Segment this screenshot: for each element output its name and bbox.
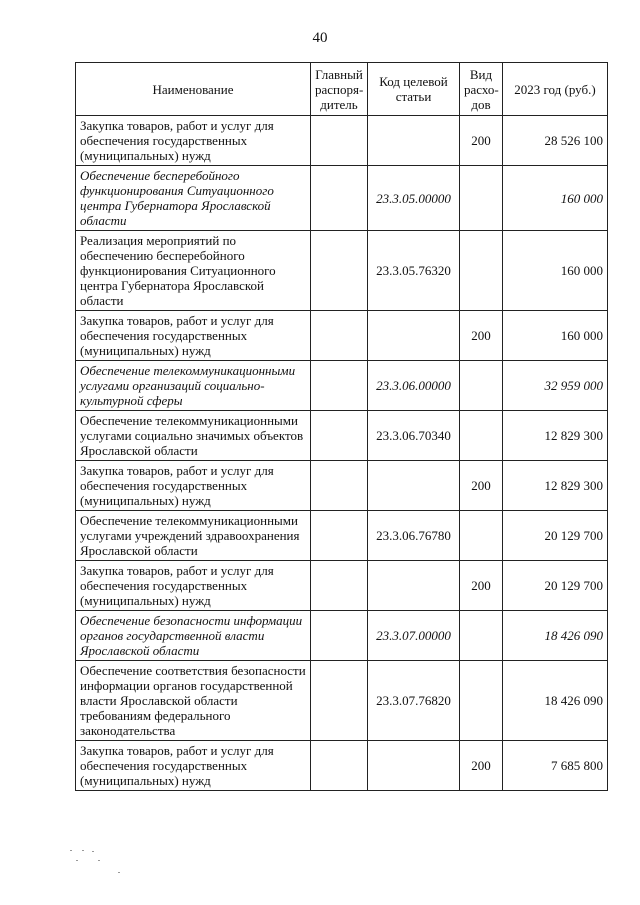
cell-code: 23.3.06.70340 [368, 411, 460, 461]
cell-name: Обеспечение соответствия безопасности информации органов государственной власти Ярославской области требованиям федерального законодательства [76, 661, 311, 741]
cell-name: Обеспечение телекоммуникационными услугами организаций социально-культурной сферы [76, 361, 311, 411]
cell-code: 23.3.07.00000 [368, 611, 460, 661]
cell-name: Обеспечение безопасности информации органов государственной власти Ярославской области [76, 611, 311, 661]
cell-amount: 7 685 800 [503, 741, 608, 791]
table-row [76, 511, 608, 561]
cell-vr: 200 [460, 461, 503, 511]
cell-grbs [311, 361, 368, 411]
cell-name: Закупка товаров, работ и услуг для обеспечения государственных (муниципальных) нужд [76, 561, 311, 611]
table-row [76, 311, 608, 361]
cell-grbs [311, 511, 368, 561]
cell-amount: 28 526 100 [503, 116, 608, 166]
cell-vr [460, 661, 503, 741]
cell-amount: 20 129 700 [503, 561, 608, 611]
header-code: Код целевой статьи [368, 63, 460, 116]
cell-name: Обеспечение бесперебойного функционирования Ситуационного центра Губернатора Ярославской области [76, 166, 311, 231]
cell-vr: 200 [460, 741, 503, 791]
cell-amount: 12 829 300 [503, 461, 608, 511]
cell-name: Закупка товаров, работ и услуг для обеспечения государственных (муниципальных) нужд [76, 311, 311, 361]
cell-grbs [311, 561, 368, 611]
cell-amount: 160 000 [503, 166, 608, 231]
cell-vr [460, 231, 503, 311]
budget-table [75, 62, 608, 791]
table-row [76, 561, 608, 611]
cell-name: Обеспечение телекоммуникационными услугами социально значимых объектов Ярославской области [76, 411, 311, 461]
cell-code: 23.3.05.00000 [368, 166, 460, 231]
cell-amount: 18 426 090 [503, 611, 608, 661]
cell-amount: 12 829 300 [503, 411, 608, 461]
table-row [76, 116, 608, 166]
cell-amount: 32 959 000 [503, 361, 608, 411]
cell-code: 23.3.06.76780 [368, 511, 460, 561]
cell-amount: 160 000 [503, 231, 608, 311]
cell-name: Закупка товаров, работ и услуг для обеспечения государственных (муниципальных) нужд [76, 116, 311, 166]
cell-code [368, 116, 460, 166]
cell-amount: 20 129 700 [503, 511, 608, 561]
cell-code [368, 741, 460, 791]
cell-code [368, 461, 460, 511]
cell-grbs [311, 741, 368, 791]
cell-grbs [311, 116, 368, 166]
header-amount: 2023 год (руб.) [503, 63, 608, 116]
scan-artifacts [68, 848, 128, 878]
cell-grbs [311, 311, 368, 361]
table-row [76, 411, 608, 461]
cell-code: 23.3.06.00000 [368, 361, 460, 411]
cell-vr [460, 361, 503, 411]
cell-name: Закупка товаров, работ и услуг для обеспечения государственных (муниципальных) нужд [76, 461, 311, 511]
table-row [76, 611, 608, 661]
page-number: 40 [312, 30, 328, 46]
table-row [76, 461, 608, 511]
cell-grbs [311, 231, 368, 311]
cell-name: Закупка товаров, работ и услуг для обеспечения государственных (муниципальных) нужд [76, 741, 311, 791]
cell-vr [460, 411, 503, 461]
table-body [76, 116, 608, 791]
table-row [76, 741, 608, 791]
cell-code: 23.3.07.76820 [368, 661, 460, 741]
cell-vr [460, 611, 503, 661]
cell-code [368, 311, 460, 361]
cell-grbs [311, 661, 368, 741]
table-row [76, 661, 608, 741]
table-row [76, 361, 608, 411]
cell-amount: 160 000 [503, 311, 608, 361]
header-name: Наименование [76, 63, 311, 116]
header-grbs: Главный распоря-дитель [311, 63, 368, 116]
cell-grbs [311, 166, 368, 231]
cell-vr: 200 [460, 116, 503, 166]
cell-vr: 200 [460, 561, 503, 611]
cell-vr [460, 166, 503, 231]
table-row [76, 231, 608, 311]
cell-vr: 200 [460, 311, 503, 361]
table-row [76, 166, 608, 231]
cell-grbs [311, 611, 368, 661]
cell-amount: 18 426 090 [503, 661, 608, 741]
cell-name: Обеспечение телекоммуникационными услугами учреждений здравоохранения Ярославской области [76, 511, 311, 561]
cell-name: Реализация мероприятий по обеспечению бесперебойного функционирования Ситуационного центра Губернатора Ярославской области [76, 231, 311, 311]
header-vr: Вид расхо-дов [460, 63, 503, 116]
cell-grbs [311, 461, 368, 511]
cell-grbs [311, 411, 368, 461]
cell-code [368, 561, 460, 611]
cell-code: 23.3.05.76320 [368, 231, 460, 311]
cell-vr [460, 511, 503, 561]
table-header [76, 63, 608, 116]
